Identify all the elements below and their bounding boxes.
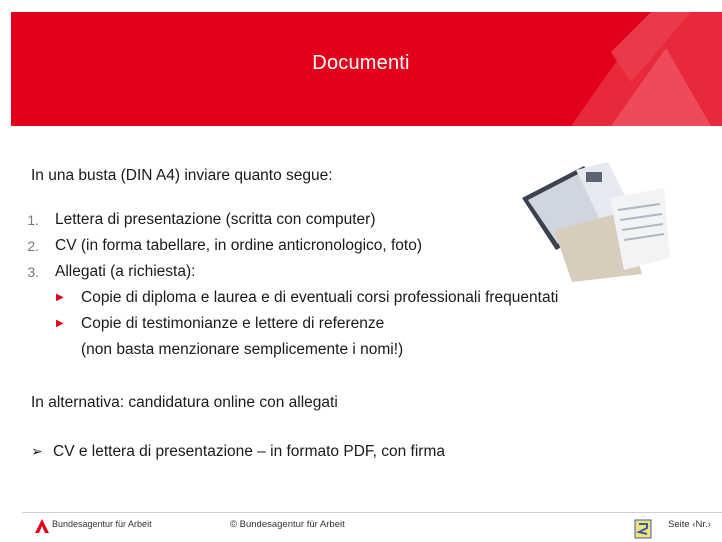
list-item-text: Lettera di presentazione (scritta con computer) [55,211,376,228]
footer-copyright: © Bundesagentur für Arbeit [230,519,345,530]
list-item-text: CV (in forma tabellare, in ordine anticronologico, foto) [55,237,423,254]
slide-title: Documenti [312,52,410,74]
alternative-text: In alternativa: candidatura online con allegati [31,394,338,411]
list-number: 3. [27,264,39,280]
sub-list-continuation-text: (non basta menzionare semplicemente i nomi!) [81,341,404,358]
sub-list-item-text: Copie di testimonianze e lettere di referenze [81,315,385,332]
triangle-bullet-icon: ▶ [56,292,64,303]
intro-text: In una busta (DIN A4) inviare quanto segue: [31,167,333,184]
list-number: 1. [27,212,39,228]
page-number: Seite ‹Nr.› [668,519,711,530]
triangle-bullet-icon: ▶ [56,318,64,329]
footer-logo-text: Bundesagentur für Arbeit [52,519,152,529]
arrowhead-bullet-icon: ➢ [31,443,43,459]
quality-seal-icon [632,514,654,540]
sub-list-item-text: Copie di diploma e laurea e di eventuali corsi professionali frequentati [81,289,559,306]
slide-header-banner [11,12,722,126]
final-bullet [31,438,445,465]
final-bullet-text: CV e lettera di presentazione – in formato PDF, con firma [53,443,445,460]
svg-text:···: ··· [641,514,645,519]
list-item-text: Allegati (a richiesta): [55,263,196,280]
list-number: 2. [27,238,39,254]
folder-documents-image [514,158,670,282]
footer-divider [22,512,722,513]
